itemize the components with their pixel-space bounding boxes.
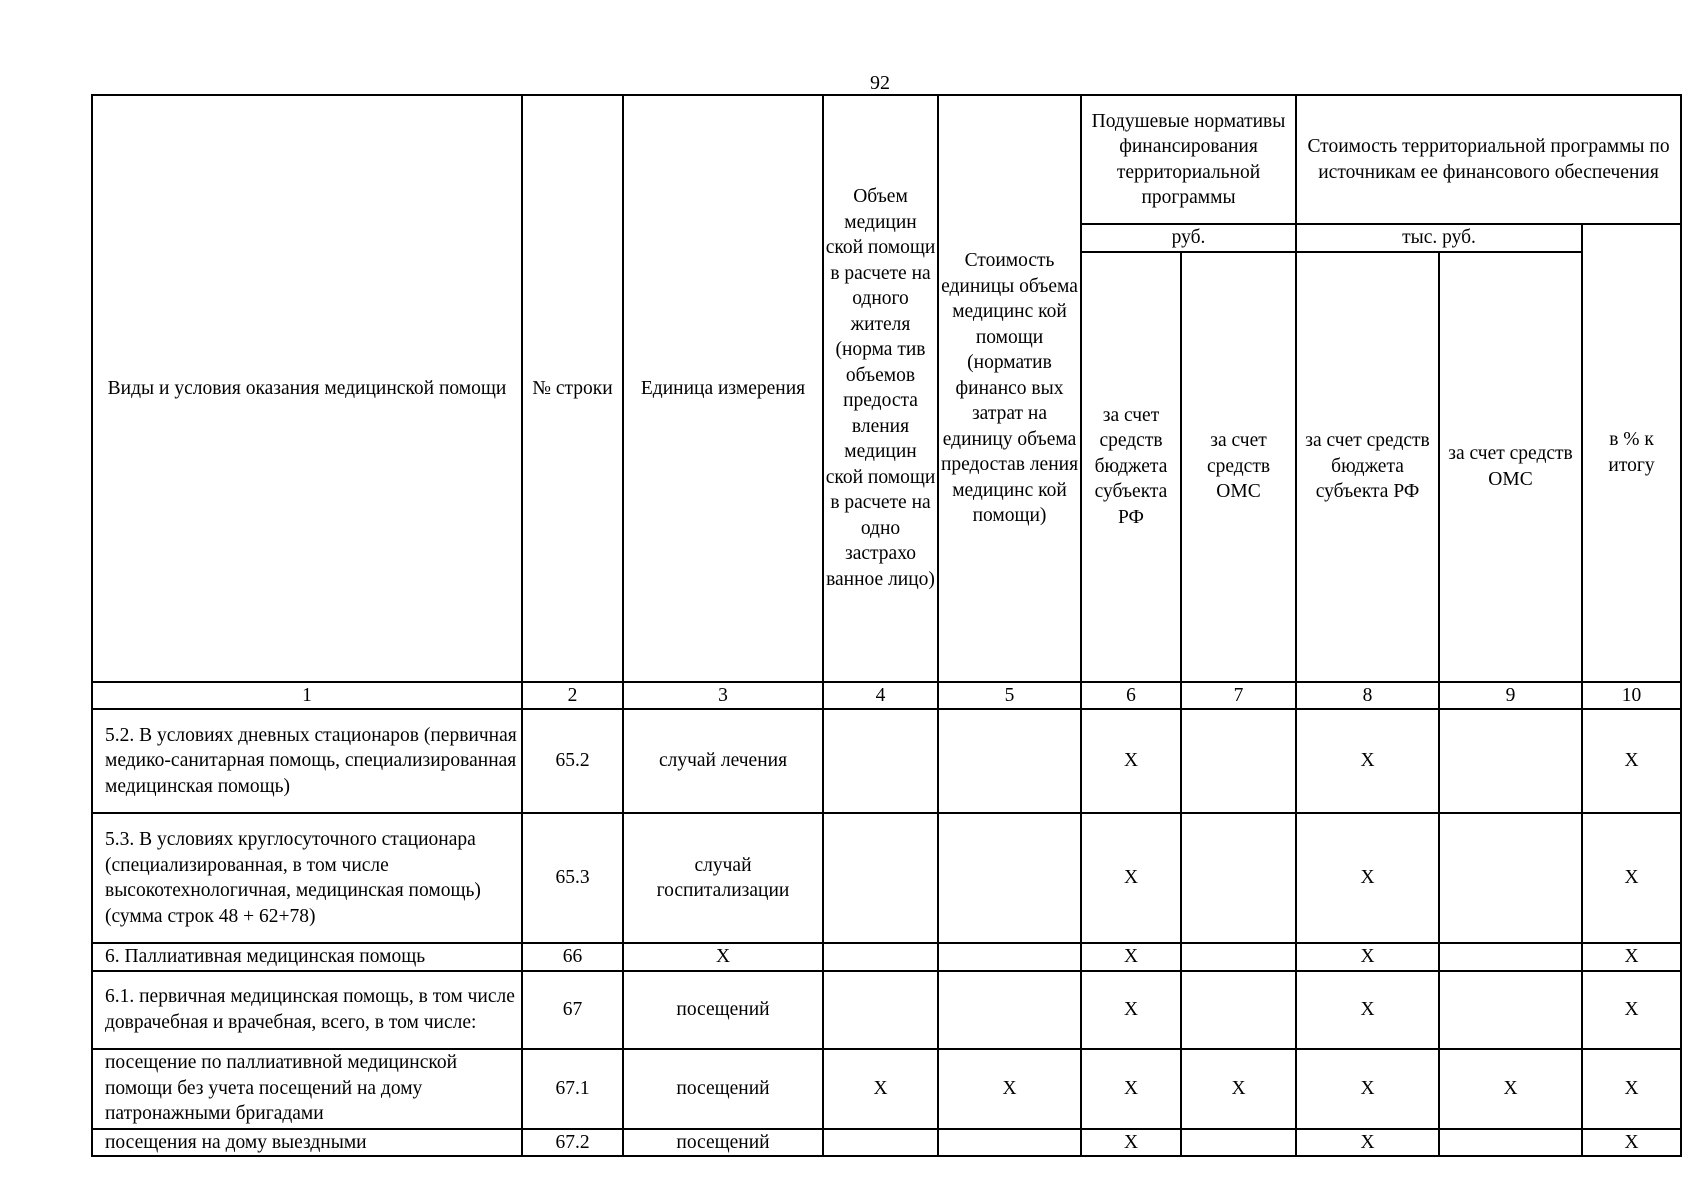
row-cell: Х <box>1081 813 1181 943</box>
row-cell: Х <box>1296 943 1439 971</box>
table-row <box>92 1129 1681 1157</box>
row-cell <box>1439 1129 1582 1157</box>
row-unit: случай лечения <box>623 709 823 813</box>
row-cell <box>938 971 1081 1049</box>
row-name: 5.3. В условиях круглосуточного стационара (специализированная, в том числе высокотехнологичная, медицинская помощь) (сумма строк 48 + 62+78) <box>92 813 522 943</box>
column-number: 6 <box>1081 682 1181 710</box>
row-line-number: 66 <box>522 943 623 971</box>
row-cell <box>1181 943 1296 971</box>
row-cell <box>1181 971 1296 1049</box>
row-cell: Х <box>1582 709 1681 813</box>
row-cell: Х <box>1296 1049 1439 1129</box>
row-cell: Х <box>1181 1049 1296 1129</box>
row-cell: Х <box>1081 943 1181 971</box>
header-volume: Объем медицин ской помощи в расчете на одного жителя (норма тив объемов предоста вления медицин ской помощи в расчете на одно застрахо ванное лицо) <box>823 95 938 682</box>
row-cell <box>823 943 938 971</box>
row-unit: посещений <box>623 1049 823 1129</box>
column-number: 8 <box>1296 682 1439 710</box>
row-cell <box>1439 971 1582 1049</box>
header-cost-group: Стоимость территориальной программы по источникам ее финансового обеспечения <box>1296 95 1681 224</box>
header-oms-per-capita: за счет средств ОМС <box>1181 252 1296 682</box>
row-cell <box>823 813 938 943</box>
column-number: 3 <box>623 682 823 710</box>
row-cell: Х <box>938 1049 1081 1129</box>
row-name: 6. Паллиативная медицинская помощь <box>92 943 522 971</box>
column-number: 5 <box>938 682 1081 710</box>
row-cell <box>823 1129 938 1157</box>
row-name: 6.1. первичная медицинская помощь, в том числе доврачебная и врачебная, всего, в том числе: <box>92 971 522 1049</box>
row-cell: Х <box>1081 1049 1181 1129</box>
row-cell <box>938 943 1081 971</box>
row-line-number: 65.3 <box>522 813 623 943</box>
row-cell: Х <box>1582 813 1681 943</box>
header-budget-per-capita: за счет средств бюджета субъекта РФ <box>1081 252 1181 682</box>
column-number: 4 <box>823 682 938 710</box>
row-cell: Х <box>1296 1129 1439 1157</box>
header-budget-cost: за счет средств бюджета субъекта РФ <box>1296 252 1439 682</box>
row-cell: Х <box>1439 1049 1582 1129</box>
row-cell <box>1439 943 1582 971</box>
row-cell: Х <box>1081 709 1181 813</box>
column-number: 1 <box>92 682 522 710</box>
column-number: 9 <box>1439 682 1582 710</box>
row-cell: Х <box>1081 1129 1181 1157</box>
row-cell: Х <box>1296 971 1439 1049</box>
row-cell <box>938 709 1081 813</box>
row-unit: посещений <box>623 1129 823 1157</box>
row-cell: Х <box>1582 943 1681 971</box>
row-line-number: 67.2 <box>522 1129 623 1157</box>
row-name: посещения на дому выездными <box>92 1129 522 1157</box>
row-line-number: 67 <box>522 971 623 1049</box>
table-row <box>92 709 1681 813</box>
row-cell <box>823 709 938 813</box>
row-cell: Х <box>1296 813 1439 943</box>
header-unit: Единица измерения <box>623 95 823 682</box>
row-cell <box>1439 709 1582 813</box>
financing-table <box>91 94 1682 1157</box>
header-oms-cost: за счет средств ОМС <box>1439 252 1582 682</box>
row-cell: Х <box>1582 1129 1681 1157</box>
header-unit-thousand-rub: тыс. руб. <box>1296 224 1582 252</box>
row-cell <box>1181 813 1296 943</box>
table-row <box>92 1049 1681 1129</box>
column-numbers-row <box>92 682 1681 710</box>
header-per-capita-group: Подушевые нормативы финансирования территориальной программы <box>1081 95 1296 224</box>
header-unit-cost: Стоимость единицы объема медицинс кой помощи (норматив финансо вых затрат на единицу объема предостав ления медицинс кой помощи) <box>938 95 1081 682</box>
header-line-number: № строки <box>522 95 623 682</box>
row-cell: Х <box>823 1049 938 1129</box>
row-line-number: 65.2 <box>522 709 623 813</box>
row-cell <box>823 971 938 1049</box>
table-row <box>92 943 1681 971</box>
page-number: 92 <box>870 72 890 94</box>
row-unit: посещений <box>623 971 823 1049</box>
row-line-number: 67.1 <box>522 1049 623 1129</box>
column-number: 2 <box>522 682 623 710</box>
row-cell: Х <box>1582 1049 1681 1129</box>
row-name: 5.2. В условиях дневных стационаров (первичная медико-санитарная помощь, специализированная медицинская помощь) <box>92 709 522 813</box>
row-unit: случай госпитализации <box>623 813 823 943</box>
row-cell: Х <box>1296 709 1439 813</box>
header-unit-rub: руб. <box>1081 224 1296 252</box>
row-name: посещение по паллиативной медицинской помощи без учета посещений на дому патронажными бригадами <box>92 1049 522 1129</box>
table-row <box>92 971 1681 1049</box>
column-number: 10 <box>1582 682 1681 710</box>
column-number: 7 <box>1181 682 1296 710</box>
row-cell: Х <box>1582 971 1681 1049</box>
row-cell <box>938 1129 1081 1157</box>
row-cell <box>1181 709 1296 813</box>
row-cell: Х <box>1081 971 1181 1049</box>
header-percent-of-total: в % к итогу <box>1582 224 1681 682</box>
row-cell <box>938 813 1081 943</box>
row-cell <box>1181 1129 1296 1157</box>
table-row <box>92 813 1681 943</box>
header-type-of-care: Виды и условия оказания медицинской помощи <box>92 95 522 682</box>
row-cell <box>1439 813 1582 943</box>
row-unit: Х <box>623 943 823 971</box>
